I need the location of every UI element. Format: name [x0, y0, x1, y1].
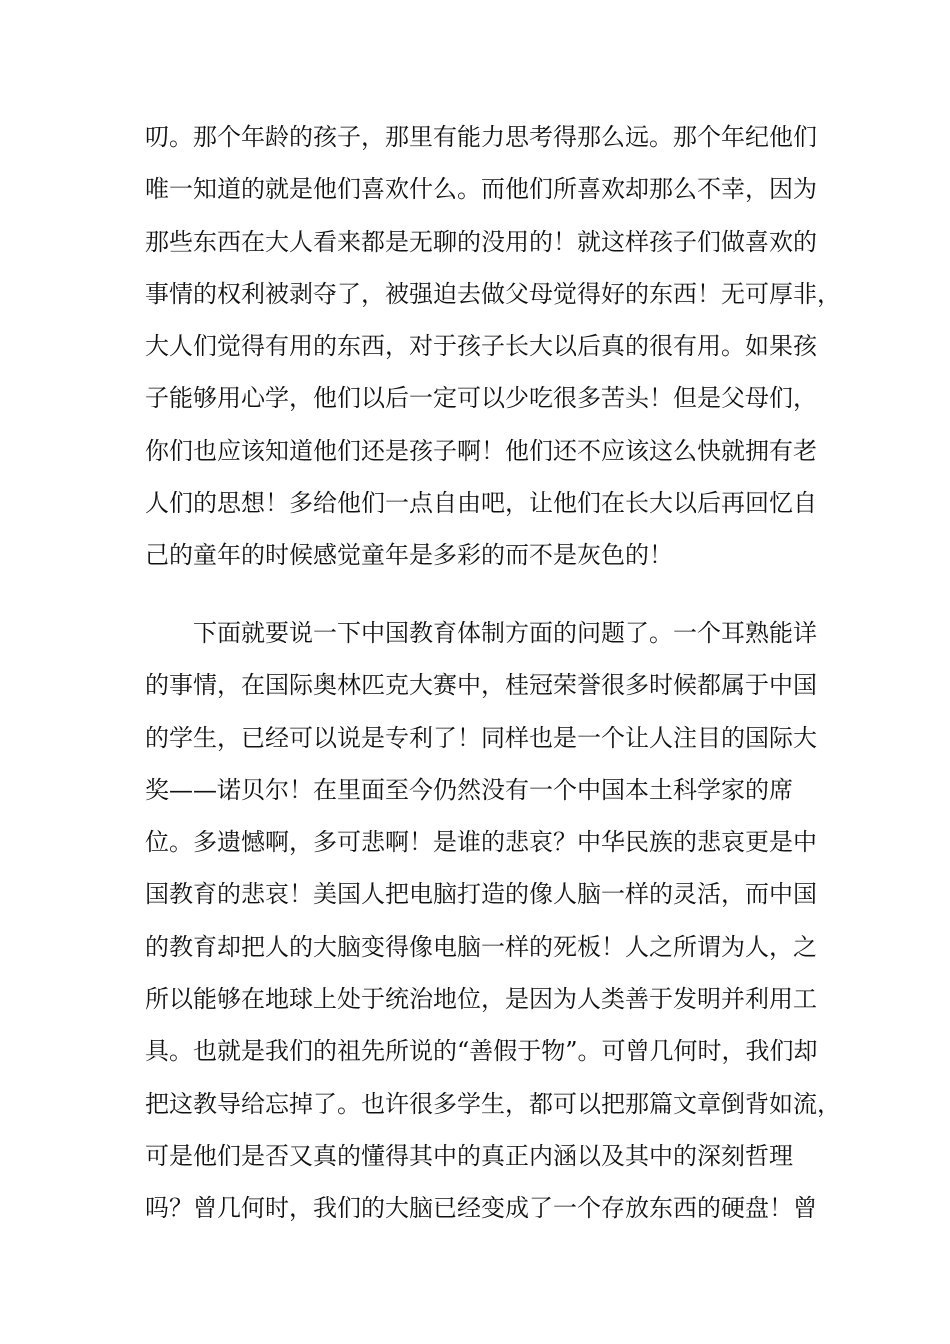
paragraph-line: 吗？曾几何时，我们的大脑已经变成了一个存放东西的硬盘！曾 [145, 1194, 817, 1223]
paragraph-line: 国教育的悲哀！美国人把电脑打造的像人脑一样的灵活，而中国 [145, 880, 817, 909]
paragraph-line: 下面就要说一下中国教育体制方面的问题了。一个耳熟能详 [145, 619, 817, 647]
paragraph-line: 的学生，已经可以说是专利了！同样也是一个让人注目的国际大 [145, 723, 817, 752]
paragraph-line: 具。也就是我们的祖先所说的“善假于物”。可曾几何时，我们却 [145, 1037, 818, 1066]
paragraph-line: 奖——诺贝尔！在里面至今仍然没有一个中国本土科学家的席 [145, 775, 793, 804]
paragraph-line: 你们也应该知道他们还是孩子啊！他们还不应该这么快就拥有老 [145, 436, 817, 465]
paragraph-line: 唯一知道的就是他们喜欢什么。而他们所喜欢却那么不幸，因为 [145, 175, 817, 204]
paragraph-line: 那些东西在大人看来都是无聊的没用的！就这样孩子们做喜欢的 [145, 227, 817, 256]
paragraph-1 [145, 111, 841, 582]
paragraph-line: 己的童年的时候感觉童年是多彩的而不是灰色的！ [145, 541, 673, 570]
paragraph-line: 的事情，在国际奥林匹克大赛中，桂冠荣誉很多时候都属于中国 [145, 671, 817, 700]
paragraph-line: 可是他们是否又真的懂得其中的真正内涵以及其中的深刻哲理 [145, 1141, 793, 1170]
paragraph-line: 位。多遗憾啊，多可悲啊！是谁的悲哀？中华民族的悲哀更是中 [145, 828, 817, 857]
paragraph-line: 人们的思想！多给他们一点自由吧，让他们在长大以后再回忆自 [145, 489, 817, 518]
paragraph-line: 大人们觉得有用的东西，对于孩子长大以后真的很有用。如果孩 [145, 332, 817, 361]
paragraph-line: 事情的权利被剥夺了，被强迫去做父母觉得好的东西！无可厚非， [145, 279, 841, 308]
paragraph-2 [145, 607, 841, 1235]
paragraph-line: 叨。那个年龄的孩子，那里有能力思考得那么远。那个年纪他们 [145, 123, 817, 151]
paragraph-line: 的教育却把人的大脑变得像电脑一样的死板！人之所谓为人，之 [145, 932, 817, 961]
paragraph-line: 所以能够在地球上处于统治地位，是因为人类善于发明并利用工 [145, 985, 817, 1014]
paragraph-line: 把这教导给忘掉了。也许很多学生，都可以把那篇文章倒背如流， [145, 1089, 841, 1118]
paragraph-line: 子能够用心学，他们以后一定可以少吃很多苦头！但是父母们， [145, 384, 817, 413]
